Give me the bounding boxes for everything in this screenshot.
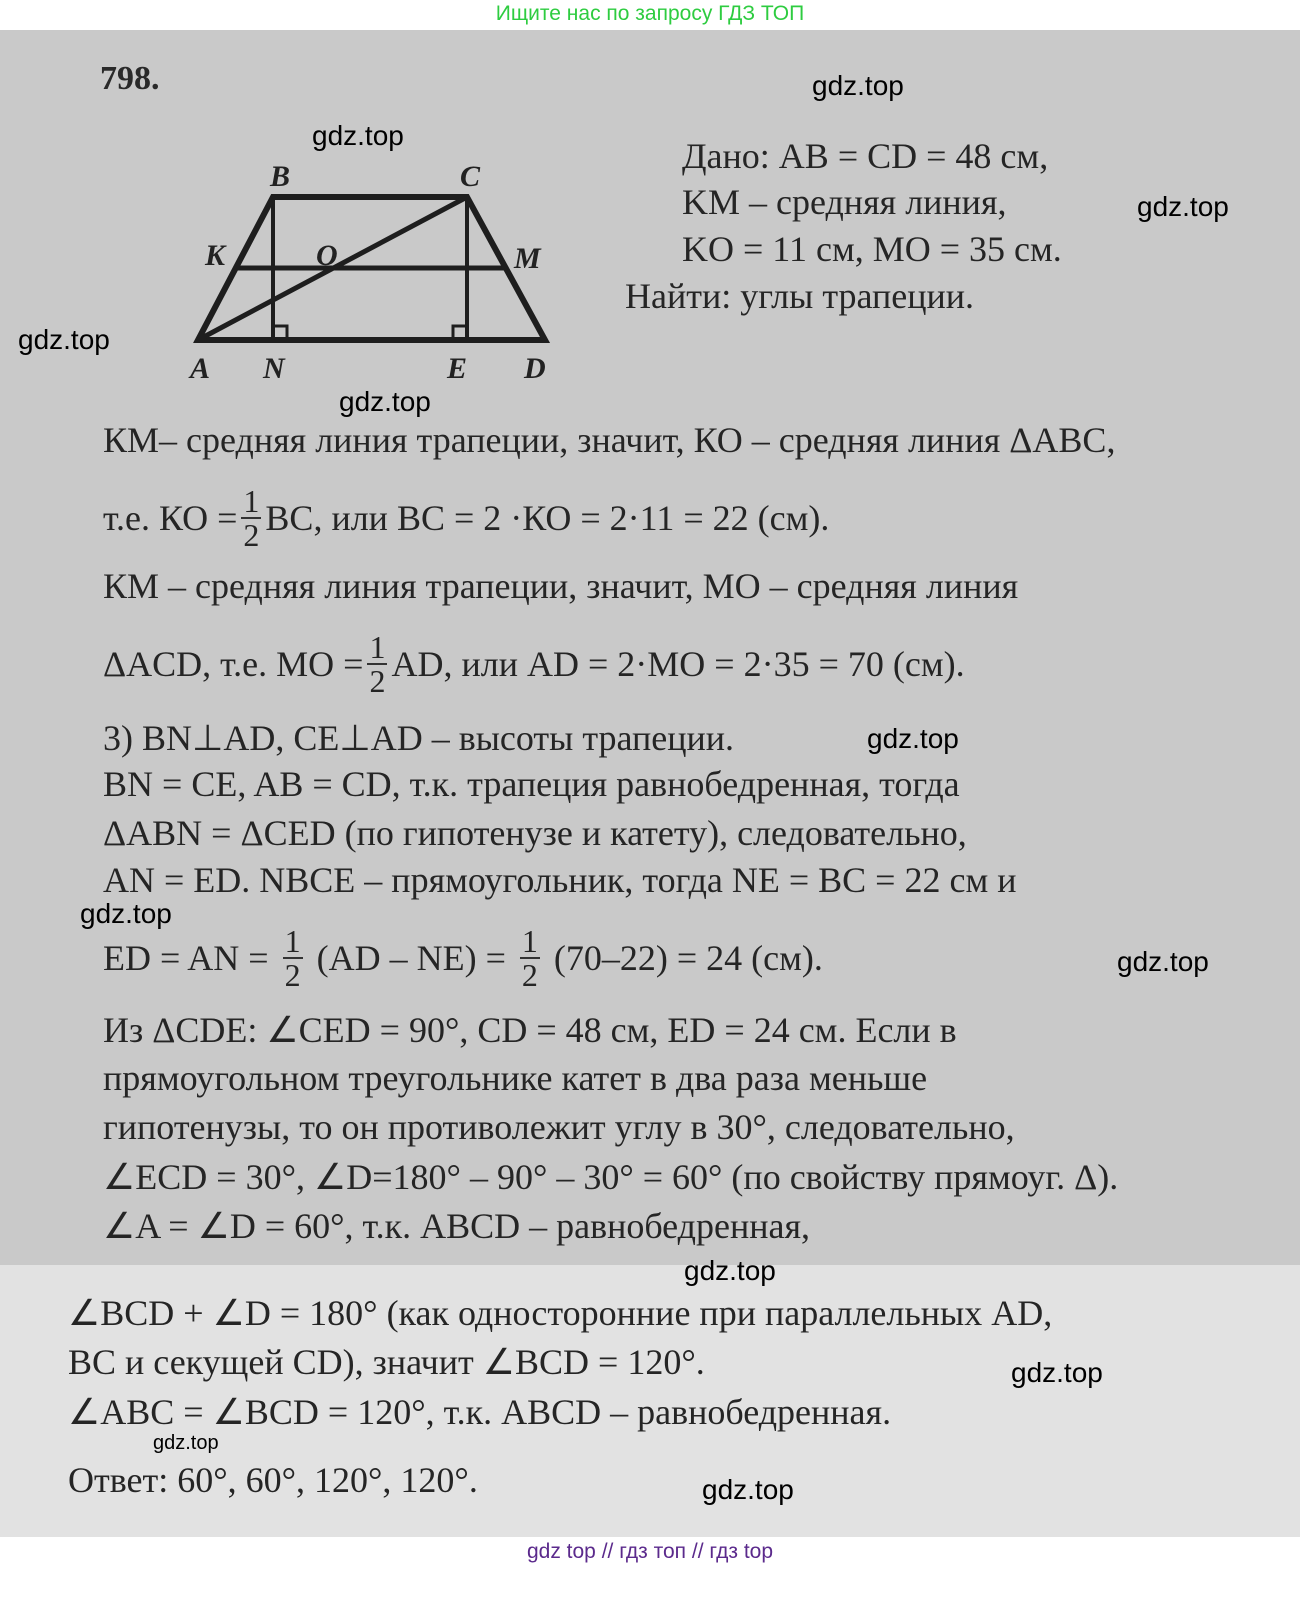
- solution-line: [103, 480, 829, 556]
- watermark: gdz.top: [153, 1432, 219, 1454]
- fraction-half: $\frac{1}{2}$: [369, 629, 386, 699]
- label-m: M: [514, 242, 541, 275]
- text: ΔACD, т.е. МО =: [103, 644, 364, 684]
- watermark: gdz.top: [684, 1255, 776, 1286]
- label-a: A: [190, 352, 211, 385]
- text: ВС, или ВС = 2 ·КО = 2·11 = 22 (см).: [265, 498, 830, 538]
- problem-number: 798.: [100, 60, 160, 97]
- watermark: gdz.top: [702, 1474, 794, 1505]
- solution-line: AN = ED. NBCE – прямоугольник, тогда NE = BC = 22 см и: [103, 860, 1017, 900]
- solution-line: ∠BCD + ∠D = 180° (как односторонние при параллельных AD,: [68, 1293, 1053, 1333]
- fraction-half: $\frac{1}{2}$: [243, 483, 260, 553]
- text: (AD – NE) =: [316, 938, 506, 978]
- watermark: gdz.top: [80, 898, 172, 929]
- given-line-2: KM – средняя линия,: [682, 182, 1007, 222]
- label-c: C: [460, 160, 481, 193]
- label-k: K: [205, 239, 226, 272]
- given-line-3: KO = 11 см, MO = 35 см.: [682, 229, 1062, 269]
- fraction-half: $\frac{1}{2}$: [284, 923, 301, 993]
- find-line: Найти: углы трапеции.: [625, 276, 975, 316]
- answer-line: Ответ: 60°, 60°, 120°, 120°.: [68, 1460, 478, 1500]
- solution-line: ∠ECD = 30°, ∠D=180° – 90° – 30° = 60° (по свойству прямоуг. Δ).: [103, 1157, 1119, 1197]
- solution-line: ∠A = ∠D = 60°, т.к. ABCD – равнобедренная,: [103, 1206, 811, 1246]
- watermark: gdz.top: [812, 70, 904, 101]
- search-banner[interactable]: Ищите нас по запросу ГДЗ ТОП: [495, 2, 805, 25]
- watermark: gdz.top: [1117, 946, 1209, 977]
- solution-line: прямоугольном треугольнике катет в два раза меньше: [103, 1058, 928, 1098]
- solution-line: ΔABN = ΔCED (по гипотенузе и катету), следовательно,: [103, 813, 967, 853]
- solution-line: BC и секущей CD), значит ∠BCD = 120°.: [68, 1342, 705, 1382]
- watermark: gdz.top: [339, 386, 431, 417]
- label-b: B: [270, 160, 291, 193]
- trapezoid-figure: [180, 160, 580, 390]
- fraction-half: $\frac{1}{2}$: [521, 923, 538, 993]
- watermark: gdz.top: [1137, 191, 1229, 222]
- solution-line: КМ– средняя линия трапеции, значит, КО – средняя линия ΔАВС,: [103, 420, 1116, 460]
- solution-line: Из ΔCDE: ∠CED = 90°, CD = 48 см, ED = 24 см. Если в: [103, 1010, 957, 1050]
- watermark: gdz.top: [867, 723, 959, 754]
- text: т.е. КО =: [103, 498, 238, 538]
- text: (70–22) = 24 (см).: [553, 938, 823, 978]
- label-o: O: [316, 239, 338, 272]
- given-line-1: Дано: AB = CD = 48 см,: [682, 136, 1049, 176]
- label-d: D: [524, 352, 546, 385]
- footer-links[interactable]: gdz top // гдз топ // гдз top: [526, 1540, 774, 1563]
- solution-line: [103, 920, 823, 996]
- text: AD, или AD = 2·МО = 2·35 = 70 (см).: [391, 644, 965, 684]
- solution-line: гипотенузы, то он противолежит углу в 30°, следовательно,: [103, 1107, 1015, 1147]
- label-e: E: [447, 352, 468, 385]
- text: ED = AN =: [103, 938, 269, 978]
- label-n: N: [263, 352, 285, 385]
- watermark: gdz.top: [1011, 1357, 1103, 1388]
- solution-line: BN = CE, AB = CD, т.к. трапеция равнобедренная, тогда: [103, 764, 960, 804]
- solution-line: ∠ABC = ∠BCD = 120°, т.к. ABCD – равнобедренная.: [68, 1392, 892, 1432]
- solution-line: КМ – средняя линия трапеции, значит, МО – средняя линия: [103, 566, 1019, 606]
- watermark: gdz.top: [18, 324, 110, 355]
- watermark: gdz.top: [312, 120, 404, 151]
- solution-line: [103, 626, 965, 702]
- solution-line: 3) BN⊥AD, CE⊥AD – высоты трапеции.: [103, 718, 735, 758]
